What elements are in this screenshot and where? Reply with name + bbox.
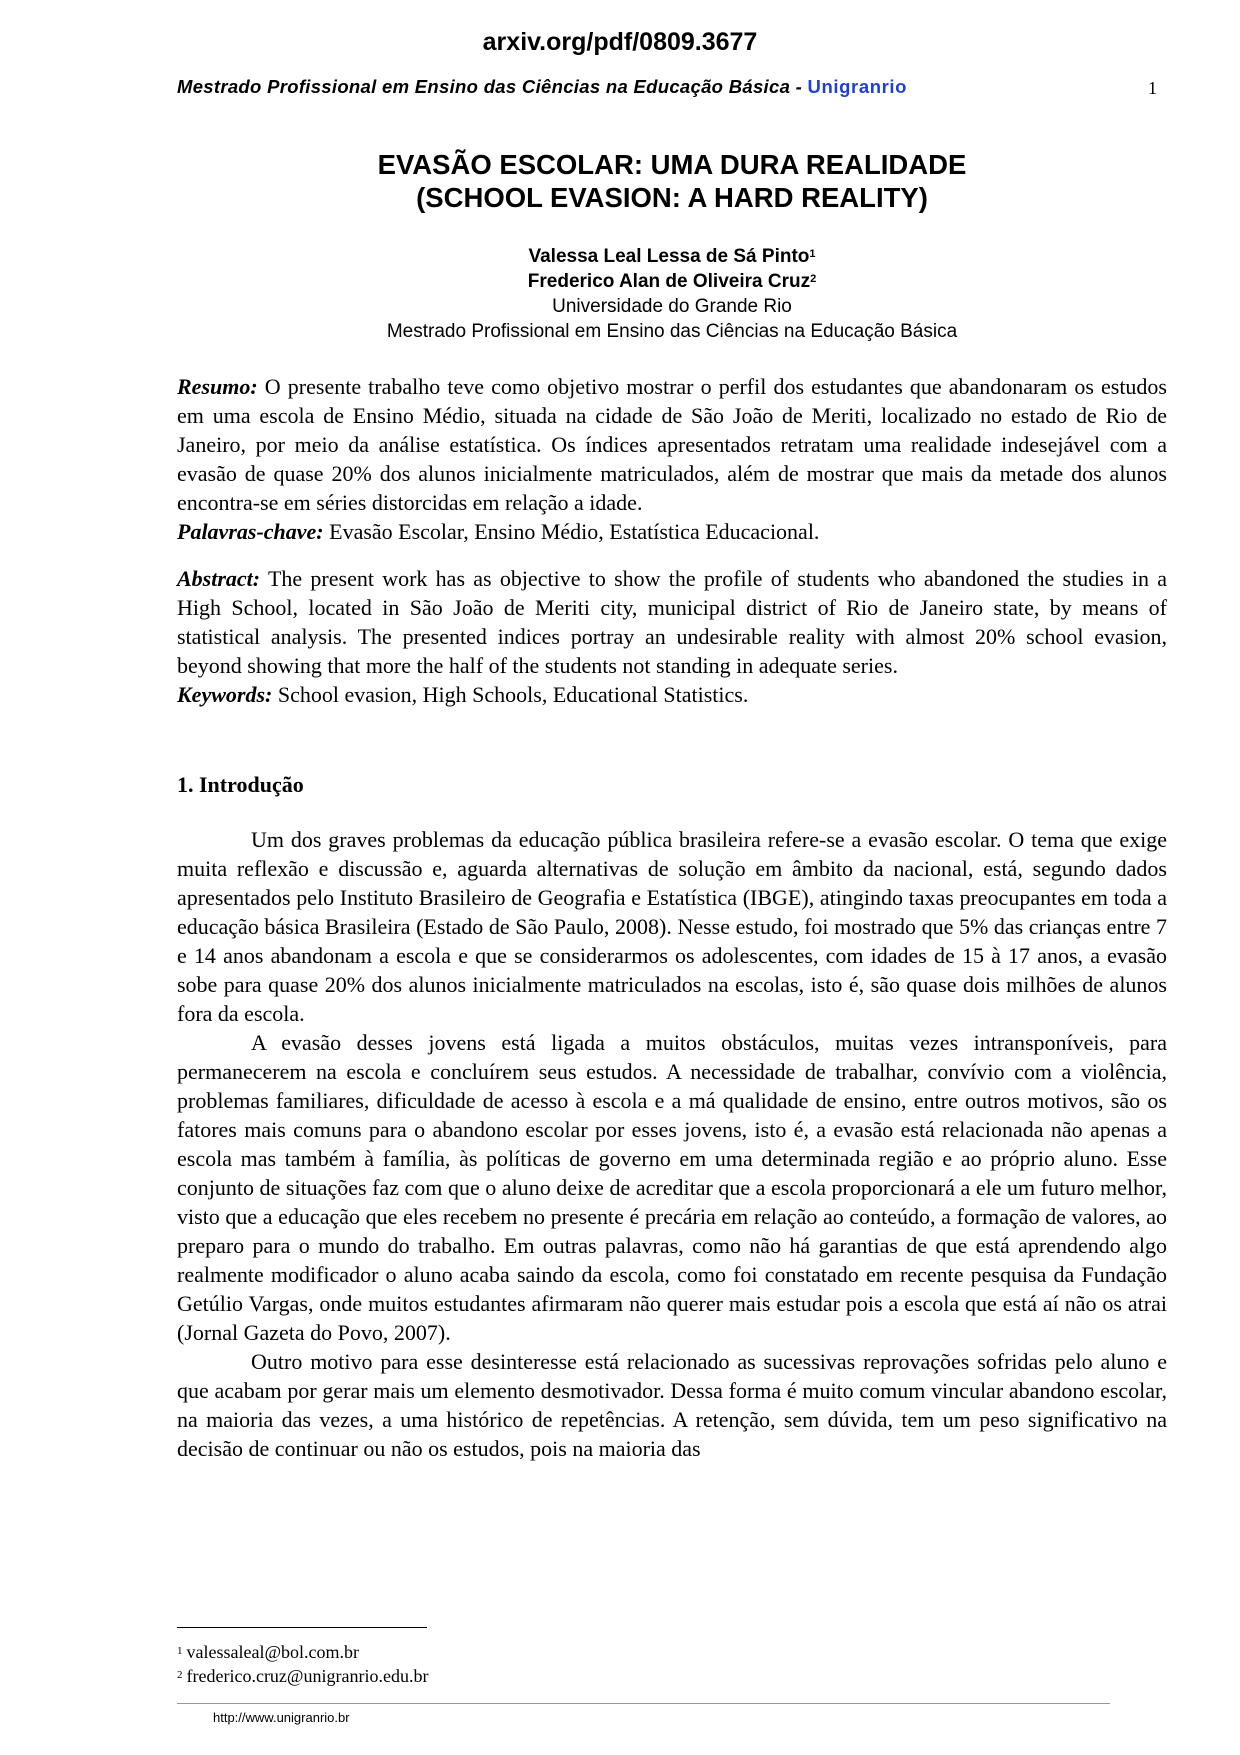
- footer-divider: [177, 1703, 1110, 1704]
- resumo-label: Resumo:: [177, 374, 258, 399]
- brand-name: Unigranrio: [807, 76, 908, 97]
- abstract-keywords: [177, 680, 1167, 709]
- paragraph: A evasão desses jovens está ligada a muitos obstáculos, muitas vezes intransponíveis, para permanecerem na escola e concluírem seus estudos. A necessidade de trabalhar, convívio com a violência, problemas familiares, dificuldade de acesso à escola e a má qualidade de ensino, entre outros motivos, são os fatores mais comuns para o abandono escolar por esses jovens, isto é, a evasão está relacionada não apenas a escola mas também à família, às políticas de governo em uma determinada região e ao próprio aluno. Esse conjunto de situações faz com que o aluno deixe de acreditar que a escola proporcionará a ele um futuro melhor, visto que a educação que eles recebem no presente é precária em relação ao conteúdo, a formação de valores, ao preparo para o mundo do trabalho. Em outras palavras, como não há garantias de que está aprendendo algo realmente modificador o aluno acaba saindo da escola, como foi constatado em recente pesquisa da Fundação Getúlio Vargas, onde muitos estudantes afirmaram não querer mais estudar pois a escola que está aí não os atrai (Jornal Gazeta do Povo, 2007).: [177, 1030, 1167, 1345]
- abstract-label: Abstract:: [177, 566, 261, 591]
- paragraph: Outro motivo para esse desinteresse está relacionado as sucessivas reprovações sofridas pelo aluno e que acabam por gerar mais um elemento desmotivador. Dessa forma é muito comum vincular abandono escolar, na maioria das vezes, a uma histórico de repetências. A retenção, sem dúvida, tem um peso significativo na decisão de continuar ou não os estudos, pois na maioria das: [177, 1349, 1167, 1461]
- section-heading-introducao: 1. Introdução: [177, 772, 304, 797]
- abstract-block: [177, 564, 1167, 709]
- arxiv-id: arxiv.org/pdf/0809.3677: [482, 28, 758, 56]
- keywords-text: School evasion, High Schools, Educational Statistics.: [277, 682, 749, 707]
- abstract-text: The present work has as objective to show the profile of students who abandoned the studies in a High School, located in São João de Meriti city, municipal district of Rio de Janeiro state, by means of statistical analysis. The presented indices portray an undesirable reality with almost 20% school evasion, beyond showing that more the half of the students not standing in adequate series.: [177, 566, 1168, 678]
- paper-title: [177, 148, 1167, 214]
- resumo-text: O presente trabalho teve como objetivo mostrar o perfil dos estudantes que abandonaram os estudos em uma escola de Ensino Médio, situada na cidade de São João de Meriti, localizado no estado de Rio de Janeiro, por meio da análise estatística. Os índices apresentados retratam uma realidade indesejável com a evasão de quase 20% dos alunos inicialmente matriculados, além de mostrar que mais da metade dos alunos encontra-se em séries distorcidas em relação a idade.: [177, 374, 1167, 515]
- footnote-1: [177, 1640, 428, 1664]
- paragraph: Um dos graves problemas da educação pública brasileira refere-se a evasão escolar. O tema que exige muita reflexão e discussão e, aguarda alternativas de solução em âmbito da nacional, está, segundo dados apresentados pelo Instituto Brasileiro de Geografia e Estatística (IBGE), atingindo taxas preocupantes em toda a educação básica Brasileira (Estado de São Paulo, 2008). Nesse estudo, foi mostrado que 5% das crianças entre 7 e 14 anos abandonam a escola e que se considerarmos os adolescentes, com idades de 15 à 17 anos, a evasão sobe para quase 20% dos alunos inicialmente matriculados na escolas, isto é, são quase dois milhões de alunos fora da escola.: [177, 827, 1167, 1026]
- footnote-2: [177, 1664, 428, 1688]
- keywords-label: Keywords:: [177, 682, 273, 707]
- resumo-keywords: [177, 517, 1167, 546]
- introduction-body: [177, 825, 1167, 1463]
- footnote-mark: 2: [177, 1669, 183, 1681]
- author-name: Valessa Leal Lessa de Sá Pinto: [528, 246, 810, 267]
- keywords-label: Palavras-chave:: [177, 519, 324, 544]
- footnotes: [177, 1640, 428, 1688]
- author-block: [177, 244, 1167, 344]
- keywords-text: Evasão Escolar, Ensino Médio, Estatística Educacional.: [329, 519, 820, 544]
- author-1: [177, 244, 1167, 269]
- resumo-block: [177, 372, 1167, 546]
- running-title: Mestrado Profissional em Ensino das Ciências na Educação Básica -: [177, 76, 808, 97]
- affiliation-program: Mestrado Profissional em Ensino das Ciências na Educação Básica: [386, 321, 958, 342]
- footnote-divider: [177, 1627, 427, 1628]
- footer-url: http://www.unigranrio.br: [213, 1710, 350, 1725]
- footnote-mark: 1: [809, 248, 816, 260]
- page-number: 1: [1148, 78, 1157, 98]
- footnote-email: valessaleal@bol.com.br: [186, 1642, 360, 1662]
- footnote-mark: 1: [177, 1645, 183, 1657]
- footnote-email: frederico.cruz@unigranrio.edu.br: [186, 1666, 429, 1686]
- footnote-mark: 2: [810, 273, 817, 285]
- title-line-2: (SCHOOL EVASION: A HARD REALITY): [416, 182, 928, 213]
- author-name: Frederico Alan de Oliveira Cruz: [527, 271, 811, 292]
- running-header: [177, 76, 907, 98]
- title-line-1: EVASÃO ESCOLAR: UMA DURA REALIDADE: [377, 149, 967, 180]
- author-2: [177, 269, 1167, 294]
- affiliation-institution: Universidade do Grande Rio: [552, 296, 792, 317]
